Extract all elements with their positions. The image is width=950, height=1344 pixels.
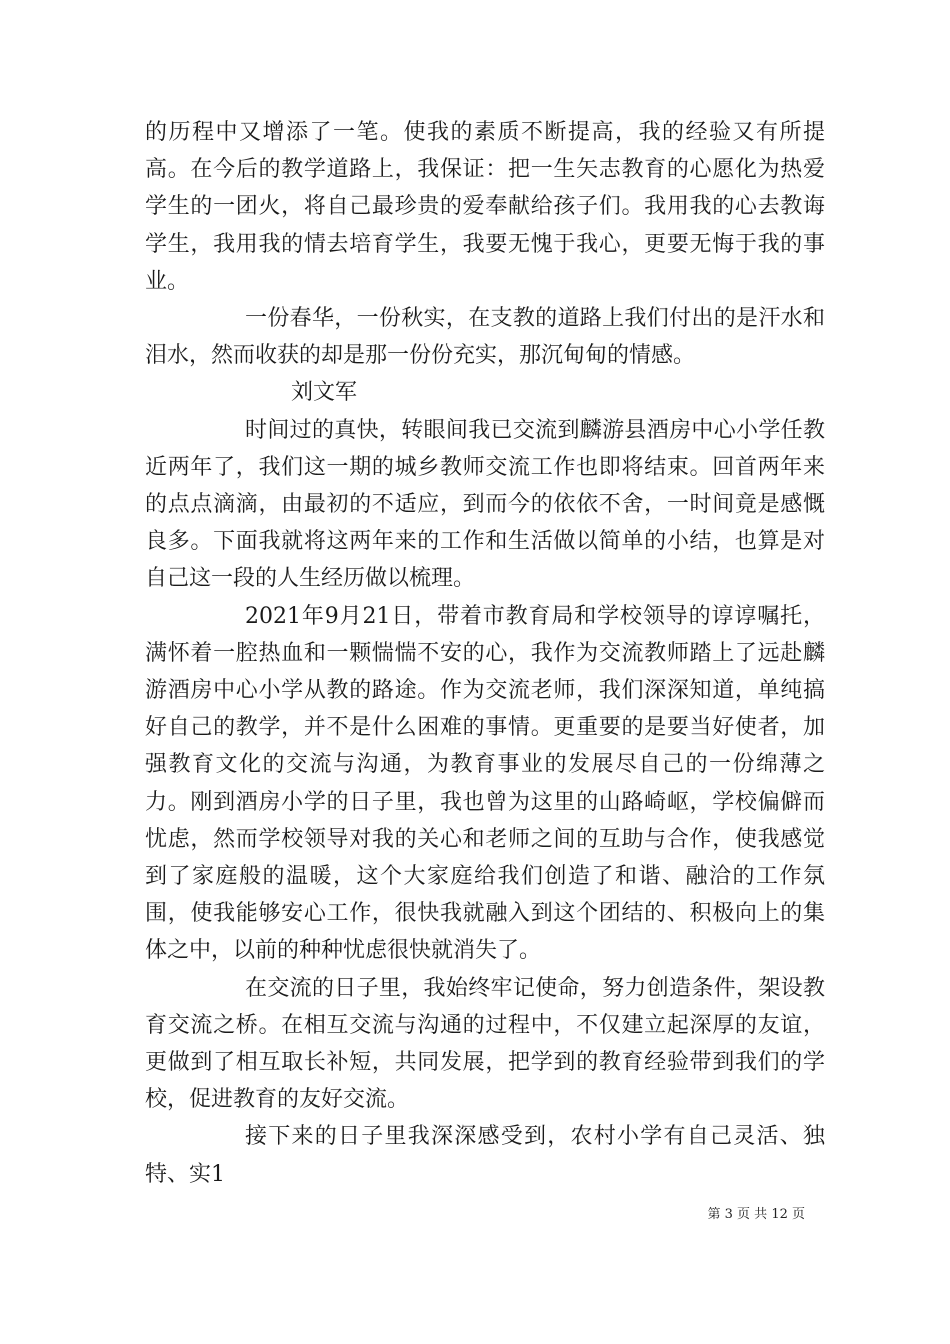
paragraph-time-flies: 时间过的真快，转眼间我已交流到麟游县酒房中心小学任教近两年了，我们这一期的城乡教师交流工作也即将结束。回首两年来的点点滴滴，由最初的不适应，到而今的依依不舍，一时间竟是感慨良多。下面我就将这两年来的工作和生活做以简单的小结，也算是对自己这一段的人生经历做以梳理。: [145, 417, 825, 592]
paragraph-continuation: 的历程中又增添了一笔。使我的素质不断提高，我的经验又有所提高。在今后的教学道路上，我保证：把一生矢志教育的心愿化为热爱学生的一团火，将自己最珍贵的爱奉献给孩子们。我用我的心去教诲学生，我用我的情去培育学生，我要无愧于我心，更要无悔于我的事业。: [145, 120, 825, 294]
paragraph-spring-autumn: 一份春华，一份秋实，在支教的道路上我们付出的是汗水和泪水，然而收获的却是那一份份充实，那沉甸甸的情感。: [145, 306, 825, 369]
document-body: [145, 114, 825, 1193]
page-number-footer: 第 3 页 共 12 页: [707, 1207, 805, 1222]
paragraph-rural-school: 接下来的日子里我深深感受到，农村小学有自己灵活、独特、实1: [145, 1124, 825, 1187]
author-name: 刘文军: [291, 380, 358, 406]
paragraph-2021-arrival: 2021年9月21日，带着市教育局和学校领导的谆谆嘱托，满怀着一腔热血和一颗惴惴不安的心，我作为交流教师踏上了远赴麟游酒房中心小学从教的路途。作为交流老师，我们深深知道，单纯搞好自己的教学，并不是什么困难的事情。更重要的是要当好使者，加强教育文化的交流与沟通，为教育事业的发展尽自己的一份绵薄之力。刚到酒房小学的日子里，我也曾为这里的山路崎岖，学校偏僻而忧虑，然而学校领导对我的关心和老师之间的互助与合作，使我感觉到了家庭般的温暖，这个大家庭给我们创造了和谐、融洽的工作氛围，使我能够安心工作，很快我就融入到这个团结的、积极向上的集体之中，以前的种种忧虑很快就消失了。: [145, 603, 825, 964]
paragraph-exchange-days: 在交流的日子里，我始终牢记使命，努力创造条件，架设教育交流之桥。在相互交流与沟通的过程中，不仅建立起深厚的友谊，更做到了相互取长补短，共同发展，把学到的教育经验带到我们的学校，促进教育的友好交流。: [145, 975, 825, 1113]
